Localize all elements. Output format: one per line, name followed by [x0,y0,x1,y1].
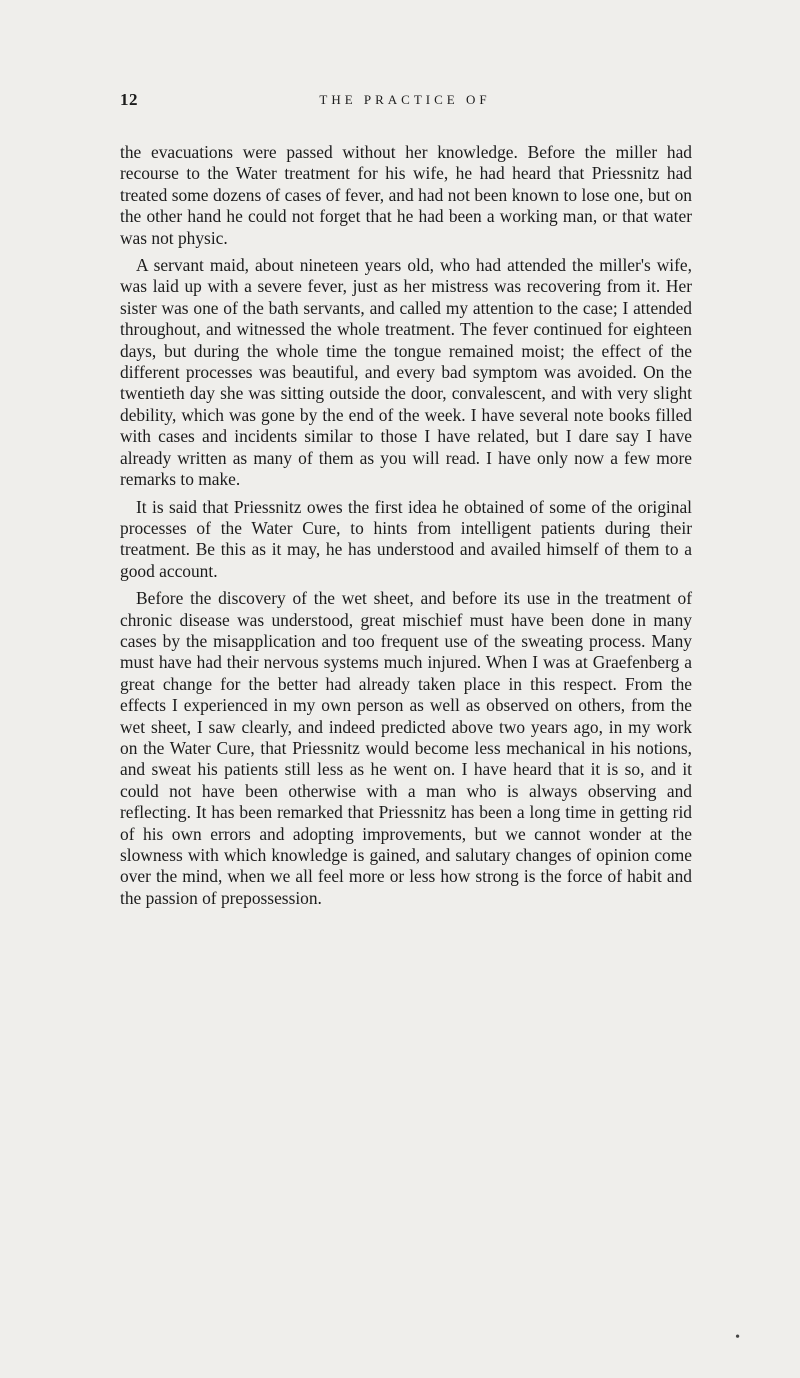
paragraph-continuation: the evacuations were passed without her knowledge. Before the miller had recourse to the Water treatment for his wife, he had heard that Priessnitz had treated some dozens of cases of fever, and had not been known to lose one, but on the other hand he could not forget that he had been a working man, or that water was not physic. [120,142,692,248]
page-number: 12 [120,90,138,109]
running-head: THE PRACTICE OF [319,92,491,107]
paragraph-priessnitz-ideas: It is said that Priessnitz owes the first idea he obtained of some of the original processes of the Water Cure, to hints from intelligent patients during their treatment. Be this as it may, he has understood and availed himself of them to a good account. [120,496,692,581]
paragraph-wet-sheet: Before the discovery of the wet sheet, and before its use in the treatment of chronic disease was understood, great mischief must have been done in many cases by the misapplication and too frequent use of the sweating process. Many must have had their nervous systems much injured. When I was at Graefenberg a great change for the better had already taken place in this respect. From the effects I experienced in my own person as well as observed on others, from the wet sheet, I saw clearly, and indeed predicted above two years ago, in my work on the Water Cure, that Priessnitz would become less mechanical in his notions, and sweat his patients still less as he went on. I have heard that it is so, and it could not have been otherwise with a man who is always observing and reflecting. It has been remarked that Priessnitz has been a long time in getting rid of his own errors and adopting improvements, but we cannot wonder at the slowness with which knowledge is gained, and salutary changes of opinion come over the mind, when we all feel more or less how strong is the force of habit and the passion of prepossession. [120,588,692,908]
paragraph-servant-maid: A servant maid, about nineteen years old, who had attended the miller's wife, was laid up with a severe fever, just as her mistress was recovering from it. Her sister was one of the bath servants, and called my attention to the case; I attended throughout, and witnessed the whole treatment. The fever continued for eighteen days, but during the whole time the tongue remained moist; the effect of the different processes was beautiful, and every bad symptom was avoided. On the twentieth day she was sitting outside the door, convalescent, and with very slight debility, which was gone by the end of the week. I have several note books filled with cases and incidents similar to those I have related, but I dare say I have already written as many of them as you will read. I have only now a few more remarks to make. [120,255,692,490]
page-header [120,90,690,112]
body-text [120,142,692,915]
margin-mark: • [735,1330,740,1345]
